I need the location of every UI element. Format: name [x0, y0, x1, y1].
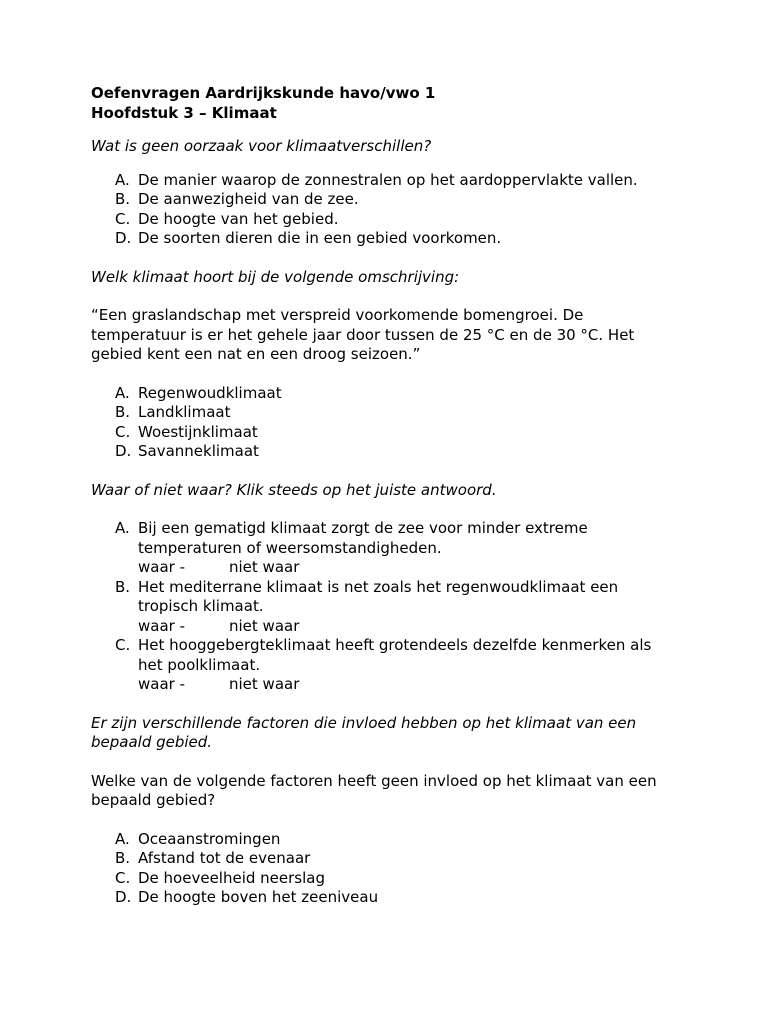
option-label: Landklimaat [138, 403, 231, 421]
intro-line: bepaald gebied. [91, 733, 213, 751]
true-false-choice [138, 675, 691, 695]
option-marker: B. [115, 849, 131, 867]
statement-line: Bij een gematigd klimaat zorgt de zee voor minder extreme [138, 519, 588, 537]
question-2-options [91, 384, 691, 462]
option-d[interactable] [91, 442, 691, 462]
question-3-items [91, 519, 691, 695]
option-marker: A. [115, 829, 130, 848]
statement-line: tropisch klimaat. [138, 597, 264, 615]
question-4-intro [91, 714, 691, 753]
document-page [91, 84, 691, 908]
statement-line: Het hooggebergteklimaat heeft grotendeels dezelfde kenmerken als [138, 636, 652, 654]
option-c[interactable] [91, 423, 691, 443]
true-false-choice [138, 617, 691, 637]
statement-marker: B. [115, 577, 131, 596]
option-marker: C. [115, 422, 131, 441]
quote-line: “Een graslandschap met verspreid voorkomende bomengroei. De [91, 306, 584, 324]
chapter-title: Hoofdstuk 3 – Klimaat [91, 103, 277, 122]
separator-dash: - [179, 616, 186, 635]
option-marker: D. [115, 888, 132, 906]
question-line: bepaald gebied? [91, 791, 216, 809]
true-option [138, 558, 186, 578]
quote-line: gebied kent een nat en een droog seizoen.” [91, 345, 421, 363]
option-label: Regenwoudklimaat [138, 383, 282, 402]
statement-a [91, 519, 691, 578]
option-a[interactable] [91, 384, 691, 404]
question-4-options [91, 830, 691, 908]
statement-b [91, 578, 691, 637]
question-3-text: Waar of niet waar? Klik steeds op het juiste antwoord. [91, 480, 497, 499]
option-marker: B. [115, 403, 131, 421]
option-b[interactable] [91, 190, 691, 210]
quote-line: temperatuur is er het gehele jaar door tussen de 25 °C en de 30 °C. Het [91, 325, 635, 344]
statement-line: het poolklimaat. [138, 655, 261, 674]
true-option-label[interactable]: waar [138, 558, 175, 576]
option-d[interactable] [91, 888, 691, 908]
option-label: De hoeveelheid neerslag [138, 868, 325, 887]
option-label: Afstand tot de evenaar [138, 849, 311, 867]
option-b[interactable] [91, 403, 691, 423]
option-a[interactable] [91, 171, 691, 191]
option-label: Oceaanstromingen [138, 829, 281, 848]
option-label: De hoogte van het gebied. [138, 209, 339, 228]
true-option-label[interactable]: waar [138, 675, 175, 693]
question-1-options [91, 171, 691, 249]
option-marker: D. [115, 442, 132, 460]
option-marker: C. [115, 868, 131, 887]
statement-c [91, 636, 691, 695]
option-marker: D. [115, 229, 132, 247]
false-option[interactable]: niet waar [229, 616, 300, 635]
option-d[interactable] [91, 229, 691, 249]
option-b[interactable] [91, 849, 691, 869]
option-marker: C. [115, 209, 131, 228]
true-option-label[interactable]: waar [138, 616, 175, 635]
statement-marker: C. [115, 636, 131, 654]
true-false-choice [138, 558, 691, 578]
option-label: De manier waarop de zonnestralen op het aardoppervlakte vallen. [138, 170, 638, 189]
statement-line: Het mediterrane klimaat is net zoals het regenwoudklimaat een [138, 577, 619, 596]
option-marker: A. [115, 170, 130, 189]
option-c[interactable] [91, 210, 691, 230]
statement-line: temperaturen of weersomstandigheden. [138, 538, 442, 557]
false-option[interactable]: niet waar [229, 675, 300, 693]
option-marker: B. [115, 190, 131, 208]
true-option [138, 675, 186, 695]
false-option[interactable]: niet waar [229, 558, 300, 576]
option-label: De hoogte boven het zeeniveau [138, 888, 379, 906]
question-2-text: Welk klimaat hoort bij de volgende omschrijving: [91, 267, 460, 286]
option-a[interactable] [91, 830, 691, 850]
document-title: Oefenvragen Aardrijkskunde havo/vwo 1 [91, 84, 436, 102]
question-1-text: Wat is geen oorzaak voor klimaatverschillen? [91, 137, 432, 155]
option-c[interactable] [91, 869, 691, 889]
option-marker: A. [115, 383, 130, 402]
separator-dash: - [179, 558, 186, 576]
separator-dash: - [179, 675, 186, 693]
option-label: De aanwezigheid van de zee. [138, 190, 359, 208]
true-option [138, 616, 186, 637]
question-4-text [91, 772, 691, 811]
option-label: Savanneklimaat [138, 442, 259, 460]
question-2-quote [91, 306, 691, 365]
option-label: Woestijnklimaat [138, 422, 258, 441]
statement-marker: A. [115, 519, 130, 537]
intro-line: Er zijn verschillende factoren die invloed hebben op het klimaat van een [91, 713, 637, 732]
option-label: De soorten dieren die in een gebied voorkomen. [138, 229, 502, 247]
question-line: Welke van de volgende factoren heeft geen invloed op het klimaat van een [91, 771, 657, 790]
